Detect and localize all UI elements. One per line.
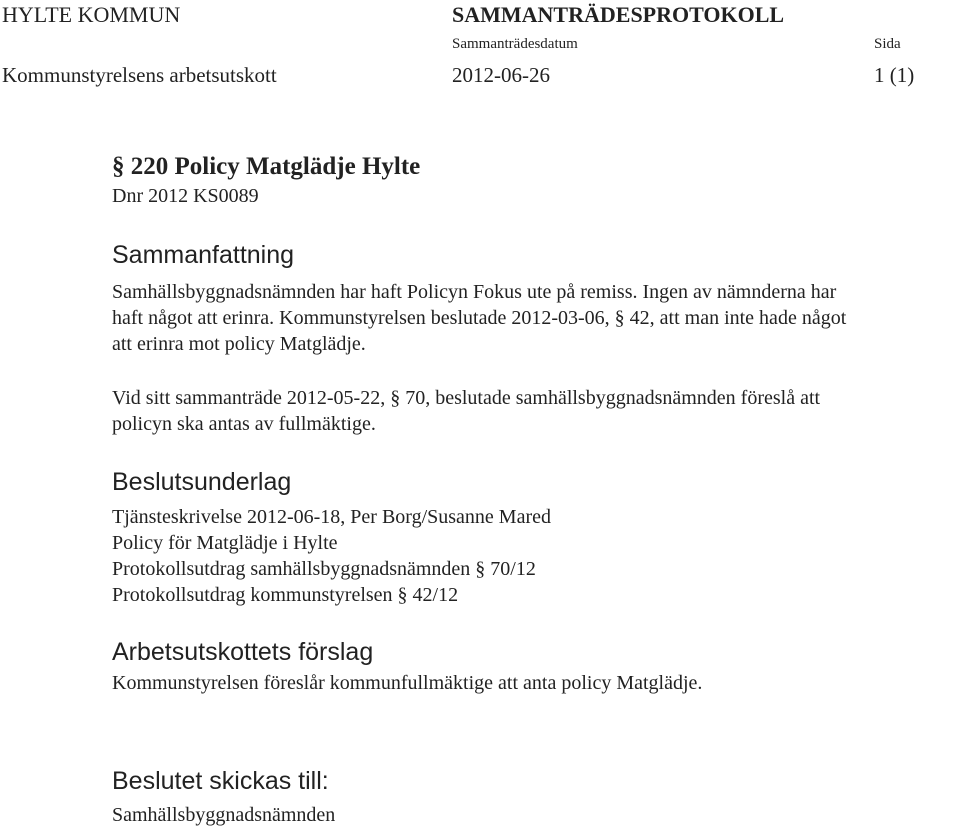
date-label: Sammanträdesdatum — [452, 36, 578, 52]
basis-document-item: Protokollsutdrag kommunstyrelsen § 42/12 — [112, 584, 459, 606]
recipient-text: Samhällsbyggnadsnämnden — [112, 804, 336, 826]
page-label: Sida — [874, 36, 901, 52]
page-number: 1 (1) — [874, 63, 915, 87]
basis-document-item: Tjänsteskrivelse 2012-06-18, Per Borg/Susanne Mared — [112, 506, 551, 528]
summary-line: Samhällsbyggnadsnämnden har haft Policyn Fokus ute på remiss. Ingen av nämnderna har — [112, 281, 837, 303]
org-name: HYLTE KOMMUN — [2, 2, 181, 27]
section-heading-forslag: Arbetsutskottets förslag — [112, 638, 374, 666]
item-title: § 220 Policy Matglädje Hylte — [112, 153, 421, 180]
summary-line: att erinra mot policy Matglädje. — [112, 333, 366, 355]
section-heading-sammanfattning: Sammanfattning — [112, 241, 295, 269]
summary-line: haft något att erinra. Kommunstyrelsen beslutade 2012-03-06, § 42, att man inte hade något — [112, 307, 847, 329]
item-dnr: Dnr 2012 KS0089 — [112, 185, 259, 207]
section-heading-beslutsunderlag: Beslutsunderlag — [112, 468, 292, 496]
document-type: SAMMANTRÄDESPROTOKOLL — [452, 2, 785, 27]
committee-name: Kommunstyrelsens arbetsutskott — [2, 63, 277, 87]
basis-document-item: Protokollsutdrag samhällsbyggnadsnämnden § 70/12 — [112, 558, 536, 580]
summary-line: policyn ska antas av fullmäktige. — [112, 413, 376, 435]
meeting-date: 2012-06-26 — [452, 63, 550, 87]
section-heading-skickas: Beslutet skickas till: — [112, 767, 329, 795]
basis-document-item: Policy för Matglädje i Hylte — [112, 532, 338, 554]
summary-line: Vid sitt sammanträde 2012-05-22, § 70, beslutade samhällsbyggnadsnämnden föreslå att — [112, 387, 821, 409]
proposal-text: Kommunstyrelsen föreslår kommunfullmäktige att anta policy Matglädje. — [112, 672, 703, 694]
